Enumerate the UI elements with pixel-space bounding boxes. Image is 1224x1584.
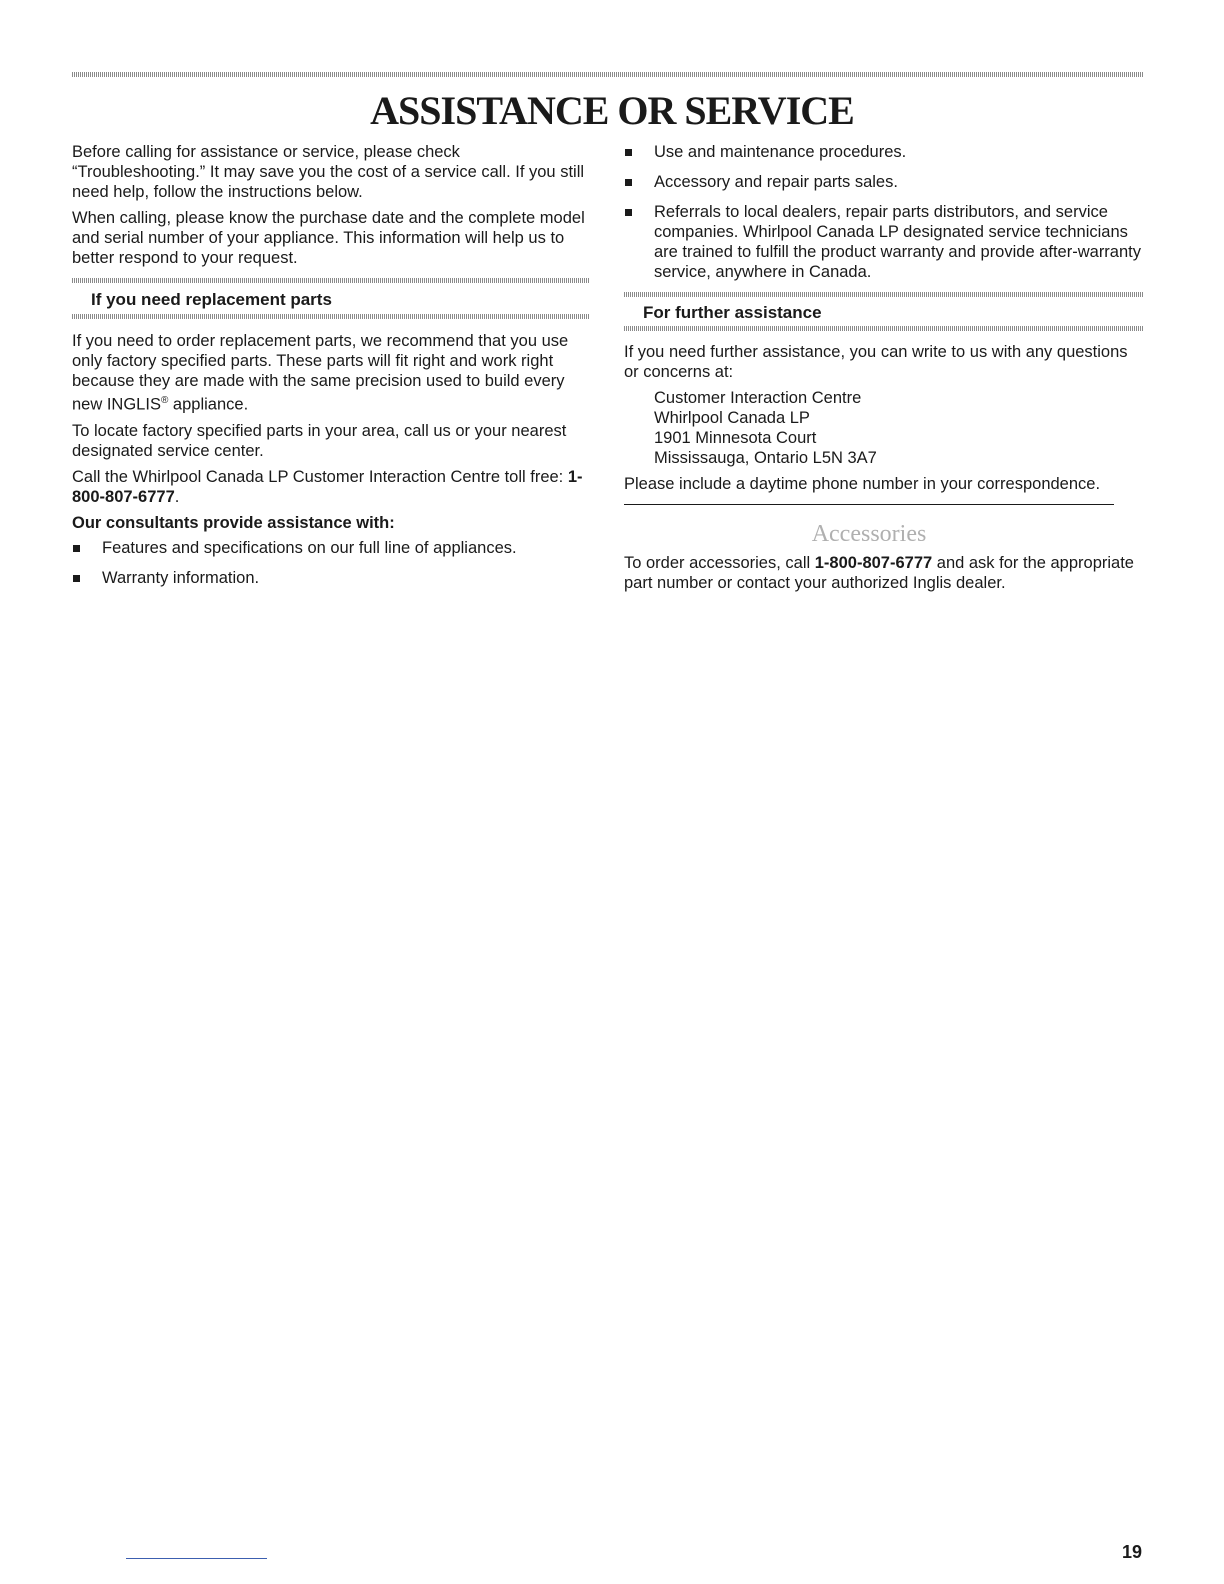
replacement-text-end: appliance.	[168, 395, 249, 414]
hatched-rule	[624, 326, 1144, 331]
replacement-paragraph-1	[72, 331, 590, 415]
page-title: ASSISTANCE OR SERVICE	[370, 88, 854, 133]
hatched-rule	[72, 278, 590, 283]
replacement-paragraph-2: To locate factory specified parts in your area, call us or your nearest designated service center.	[72, 421, 567, 460]
call-text: Call the Whirlpool Canada LP Customer Interaction Centre toll free:	[72, 467, 568, 486]
replacement-heading: If you need replacement parts	[91, 290, 332, 309]
list-item	[72, 568, 590, 588]
address-line: Customer Interaction Centre	[654, 389, 862, 407]
intro-paragraph-2: When calling, please know the purchase date and the complete model and serial number of your appliance. This information will help us to better respond to your request.	[72, 209, 585, 267]
left-bullet-list	[72, 538, 590, 588]
mailing-address	[624, 388, 1144, 468]
accessories-phone-number: 1-800-807-6777	[814, 554, 933, 572]
page-number: 19	[1121, 1542, 1142, 1562]
registered-mark: ®	[160, 395, 169, 406]
replacement-paragraph-3	[72, 467, 590, 507]
list-item	[624, 202, 1144, 282]
further-paragraph-1: If you need further assistance, you can write to us with any questions or concerns at:	[624, 343, 1128, 381]
left-column	[72, 142, 590, 598]
bullet-square-icon	[625, 209, 632, 216]
bullet-square-icon	[625, 179, 632, 186]
intro-paragraph-1: Before calling for assistance or service, please check “Troubleshooting.” It may save you the cost of a service call. If you still need help, follow the instructions below.	[72, 143, 585, 201]
section-divider	[624, 504, 1114, 505]
accessories-text: To order accessories, call	[624, 554, 815, 572]
consultants-label: Our consultants provide assistance with:	[72, 513, 395, 532]
hatched-rule	[72, 314, 590, 319]
bullet-square-icon	[73, 545, 80, 552]
bullet-text: Accessory and repair parts sales.	[654, 173, 898, 191]
list-item	[624, 172, 1144, 192]
bullet-text: Warranty information.	[102, 568, 260, 587]
address-line: 1901 Minnesota Court	[654, 429, 817, 447]
address-line: Whirlpool Canada LP	[654, 409, 810, 427]
bullet-square-icon	[73, 575, 80, 582]
list-item	[624, 142, 1144, 162]
right-bullet-list	[624, 142, 1144, 282]
accessories-heading: Accessories	[811, 521, 927, 547]
replacement-heading-block	[72, 278, 590, 322]
right-column	[624, 142, 1144, 599]
accessories-text-end: and ask for the appropriate part number or contact your authorized Inglis dealer.	[624, 554, 1134, 592]
further-heading: For further assistance	[643, 303, 822, 322]
top-hatched-rule	[72, 72, 1144, 77]
bullet-text: Features and specifications on our full line of appliances.	[102, 538, 517, 557]
replacement-text: If you need to order replacement parts, we recommend that you use only factory specified parts. These parts will fit right and work right because they are made with the same precision used to build every new INGLIS	[72, 332, 569, 414]
bullet-text: Use and maintenance procedures.	[654, 143, 907, 161]
bottom-underline	[126, 1558, 267, 1559]
address-line: Mississauga, Ontario L5N 3A7	[654, 449, 877, 467]
accessories-paragraph	[624, 553, 1144, 593]
hatched-rule	[624, 292, 1144, 297]
phone-number: 1-800-807-6777	[72, 467, 583, 506]
list-item	[72, 538, 590, 558]
period: .	[174, 487, 180, 506]
bullet-text: Referrals to local dealers, repair parts distributors, and service companies. Whirlpool Canada LP designated service technicians are trained to fulfill the product warranty and provide after-warranty service, anywhere in Canada.	[654, 203, 1141, 281]
bullet-square-icon	[625, 149, 632, 156]
further-paragraph-2: Please include a daytime phone number in your correspondence.	[624, 475, 1101, 493]
further-heading-block	[624, 292, 1144, 336]
